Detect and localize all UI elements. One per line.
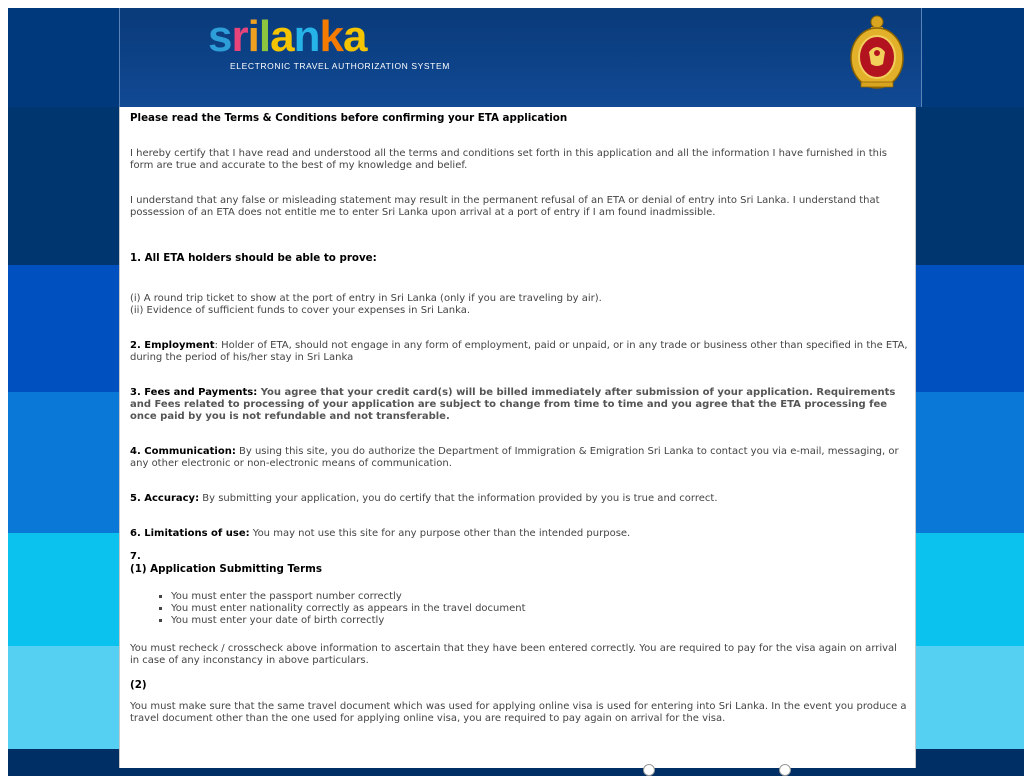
section-2 (130, 340, 909, 364)
section-3 (130, 387, 909, 423)
section-5-text: By submitting your application, you do certify that the information provided by you is true and correct. (199, 493, 718, 504)
section-5-title: 5. Accuracy: (130, 493, 200, 504)
section-7-2-title: (2) (130, 679, 147, 691)
section-2-title: 2. Employment (130, 340, 215, 351)
section-6-title: 6. Limitations of use: (130, 528, 250, 539)
terms-heading: Please read the Terms & Conditions before confirming your ETA application (130, 112, 568, 124)
disagree-radio[interactable] (779, 764, 791, 776)
section-4-title: 4. Communication: (130, 446, 236, 457)
logo-letter: r (231, 12, 248, 61)
certify-text: I hereby certify that I have read and understood all the terms and conditions set forth in this application and all the information I have furnished in this form are true and accurate to the best of my knowledge and belief. (130, 148, 887, 171)
terms-panel (119, 107, 916, 768)
list-item: ▪ You must enter your date of birth correctly (171, 615, 526, 627)
section-7-1-title: (1) Application Submitting Terms (130, 563, 323, 575)
section-3-title: 3. Fees and Payments: (130, 387, 258, 398)
section-5 (130, 493, 909, 505)
logo-letter: n (293, 12, 320, 61)
section-4 (130, 446, 909, 470)
section-4-text: By using this site, you do authorize the Department of Immigration & Emigration Sri Lanka to contact you via e-mail, messaging, or any other electronic or non-electronic means of communication. (130, 446, 899, 469)
list-item: ▪ You must enter nationality correctly as appears in the travel document (171, 603, 526, 615)
section-6-text: You may not use this site for any purpose other than the intended purpose. (249, 528, 631, 539)
same-document-text: You must make sure that the same travel document which was used for applying online visa is used for entering into Sri Lanka. In the event you produce a travel document other than the one used for applying online visa, you are required to pay again on arrival for the visa. (130, 701, 907, 724)
section-1-title: 1. All ETA holders should be able to prove: (130, 252, 377, 264)
site-header (119, 8, 922, 107)
srilanka-logo[interactable] (208, 12, 458, 74)
section-7-number: 7. (130, 551, 141, 562)
logo-letter: a (270, 12, 294, 61)
section-6 (130, 528, 909, 540)
logo-letter: a (342, 12, 367, 61)
logo-letter: k (319, 12, 343, 61)
logo-subtitle: ELECTRONIC TRAVEL AUTHORIZATION SYSTEM (230, 61, 450, 71)
section-1-item: (ii) Evidence of sufficient funds to cover your expenses in Sri Lanka. (130, 305, 471, 316)
misleading-text: I understand that any false or misleading statement may result in the permanent refusal of an ETA or denial of entry into Sri Lanka. I understand that possession of an ETA does not entitle me to enter Sri Lanka upon arrival at a port of entry if I am found inadmissible. (130, 195, 880, 218)
agree-radio[interactable] (643, 764, 655, 776)
logo-letter: l (258, 12, 271, 61)
list-item: ▪ You must enter the passport number correctly (171, 591, 526, 603)
submitting-rules-list (158, 591, 526, 627)
recheck-text: You must recheck / crosscheck above information to ascertain that they have been entered correctly. You are required to pay for the visa again on arrival in case of any inconstancy in above particulars. (130, 643, 897, 666)
logo-letter: s (208, 12, 232, 61)
logo-wordmark (208, 12, 366, 62)
section-2-text: : Holder of ETA, should not engage in any form of employment, paid or unpaid, or in any trade or business other than specified in the ETA, during the period of his/her stay in Sri Lanka (130, 340, 908, 363)
logo-letter: i (247, 12, 259, 61)
section-1-item: (i) A round trip ticket to show at the port of entry in Sri Lanka (only if you are traveling by air). (130, 293, 602, 304)
sri-lanka-emblem-icon (847, 12, 907, 90)
section-3-text: You agree that your credit card(s) will be billed immediately after submission of your application. Requirements and Fees related to processing of your application are subject to change from time to time and you agree that the ETA processing fee once paid by you is not refundable and not transferable. (130, 387, 896, 422)
